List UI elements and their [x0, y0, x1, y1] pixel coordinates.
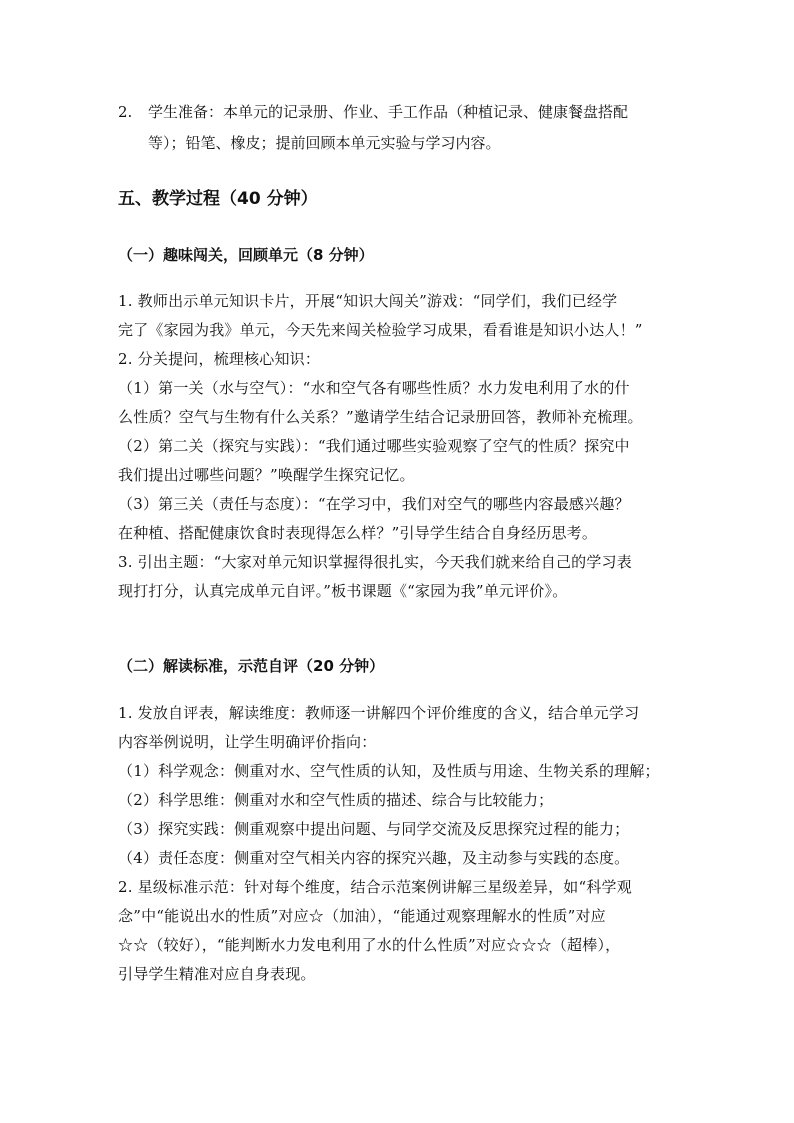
- part2-line: 内容举例说明，让学生明确评价指向：: [118, 733, 377, 751]
- section-title: 五、教学过程（40 分钟）: [118, 189, 318, 209]
- part2-title: （二）解读标准，示范自评（20 分钟）: [118, 657, 385, 675]
- part1-body: [118, 287, 688, 606]
- part1-line: 完了《家园为我》单元，今天先来闯关检验学习成果，看看谁是知识小达人！”: [118, 321, 643, 339]
- list-number: 2.: [118, 103, 133, 121]
- part1-line: （2）第二关（探究与实践）：“我们通过哪些实验观察了空气的性质？探究中: [118, 437, 630, 455]
- part2-line: （4）责任态度：侧重对空气相关内容的探究兴趣，及主动参与实践的态度。: [118, 849, 630, 867]
- part1-line: 2. 分关提问，梳理核心知识：: [118, 350, 321, 368]
- part2-line: 1. 发放自评表，解读维度：教师逐一讲解四个评价维度的含义，结合单元学习: [118, 704, 640, 722]
- part2-body: [118, 699, 688, 989]
- part1-line: 我们提出过哪些问题？”唤醒学生探究记忆。: [118, 466, 415, 484]
- student-prep-text-1: 学生准备：本单元的记录册、作业、手工作品（种植记录、健康餐盘搭配: [148, 103, 629, 121]
- part1-line: 1. 教师出示单元知识卡片，开展“知识大闯关”游戏：“同学们，我们已经学: [118, 292, 618, 310]
- part1-line: 么性质？空气与生物有什么关系？”邀请学生结合记录册回答，教师补充梳理。: [118, 408, 643, 426]
- part2-line: 引导学生精准对应自身表现。: [118, 965, 316, 983]
- part2-line: （2）科学思维：侧重对水和空气性质的描述、综合与比较能力；: [118, 791, 554, 809]
- part2-line: （3）探究实践：侧重观察中提出问题、与同学交流及反思探究过程的能力；: [118, 820, 630, 838]
- part2-line: ☆☆（较好），“能判断水力发电利用了水的什么性质”对应☆☆☆（超棒），: [118, 936, 621, 954]
- part1-line: （1）第一关（水与空气）：“水和空气各有哪些性质？水力发电利用了水的什: [118, 379, 630, 397]
- part1-line: （3）第三关（责任与态度）：“在学习中，我们对空气的哪些内容最感兴趣？: [118, 495, 630, 513]
- part2-line: 念”中“能说出水的性质”对应☆（加油），“能通过观察理解水的性质”对应: [118, 907, 606, 925]
- student-prep-item: [118, 97, 688, 159]
- part1-line: 在种植、搭配健康饮食时表现得怎么样？”引导学生结合自身经历思考。: [118, 524, 598, 542]
- part1-line: 现打打分，认真完成单元自评。”板书课题《“家园为我”单元评价》。: [118, 582, 568, 600]
- part1-title: （一）趣味闯关，回顾单元（8 分钟）: [118, 246, 374, 264]
- part2-line: 2. 星级标准示范：针对每个维度，结合示范案例讲解三星级差异，如“科学观: [118, 878, 632, 896]
- part1-line: 3. 引出主题：“大家对单元知识掌握得很扎实，今天我们就来给自己的学习表: [118, 553, 632, 571]
- student-prep-text-2: 等）；铅笔、橡皮；提前回顾本单元实验与学习内容。: [148, 134, 501, 152]
- student-prep-line-1: [118, 97, 688, 128]
- part2-line: （1）科学观念：侧重对水、空气性质的认知，及性质与用途、生物关系的理解；: [118, 762, 660, 780]
